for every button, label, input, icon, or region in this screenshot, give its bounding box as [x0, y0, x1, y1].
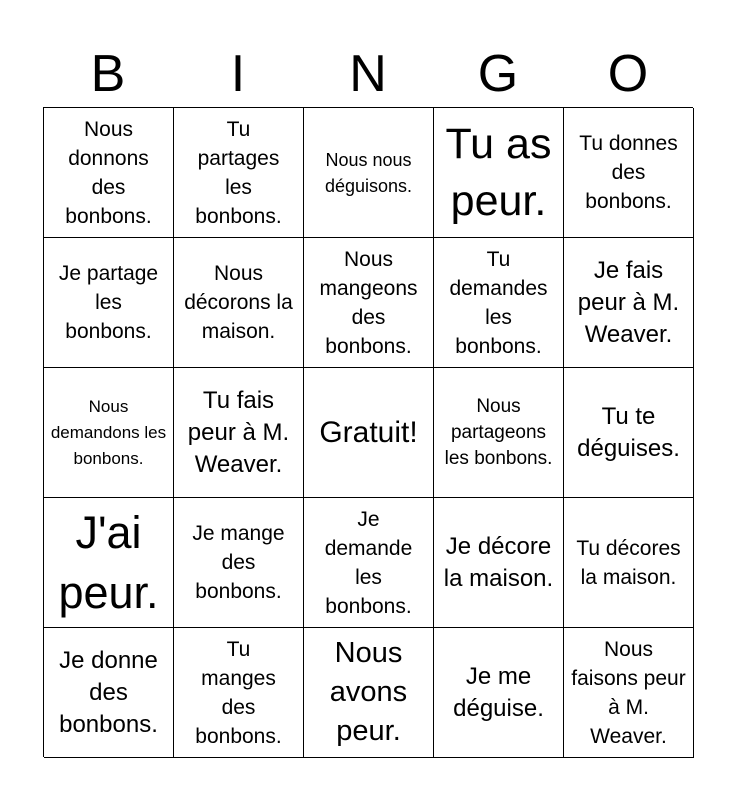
cell-text: Je fais peur à M. Weaver.	[577, 256, 680, 348]
cell-text: Nous partageons les bonbons.	[444, 395, 553, 469]
cell-text: Tu demandes les bonbons.	[449, 247, 548, 358]
bingo-cell-r5-c2[interactable]	[174, 628, 304, 758]
bingo-cell-r2-c2[interactable]	[174, 238, 304, 368]
bingo-cell-r2-c3[interactable]	[304, 238, 434, 368]
cell-text: J'ai peur.	[58, 506, 159, 618]
cell-text: Tu te déguises.	[577, 402, 680, 462]
bingo-cell-r2-c4[interactable]	[434, 238, 564, 368]
cell-text: Tu partages les bonbons.	[195, 117, 282, 228]
cell-text: Tu fais peur à M. Weaver.	[187, 386, 290, 478]
header-letter-i: I	[230, 45, 246, 103]
bingo-cell-r1-c3[interactable]	[304, 108, 434, 238]
bingo-cell-r1-c1[interactable]	[44, 108, 174, 238]
bingo-header	[43, 40, 693, 108]
cell-text: Nous faisons peur à M. Weaver.	[571, 637, 686, 748]
bingo-cell-r4-c5[interactable]	[564, 498, 694, 628]
cell-text: Nous nous déguisons.	[324, 149, 413, 196]
cell-text: Gratuit!	[319, 416, 418, 449]
cell-text: Nous demandons les bonbons.	[50, 396, 167, 468]
cell-text: Je donne des bonbons.	[59, 646, 158, 738]
cell-text: Nous donnons des bonbons.	[65, 117, 152, 228]
bingo-cell-r5-c1[interactable]	[44, 628, 174, 758]
bingo-cell-r3-c1[interactable]	[44, 368, 174, 498]
header-letter-g: G	[477, 45, 519, 103]
bingo-cell-r3-c4[interactable]	[434, 368, 564, 498]
bingo-cell-r4-c1[interactable]	[44, 498, 174, 628]
cell-text: Tu donnes des bonbons.	[579, 132, 678, 213]
bingo-cell-r1-c4[interactable]	[434, 108, 564, 238]
cell-text: Je demande les bonbons.	[324, 507, 413, 618]
cell-text: Je mange des bonbons.	[192, 522, 285, 603]
cell-text: Je décore la maison.	[443, 532, 554, 592]
bingo-cell-r5-c5[interactable]	[564, 628, 694, 758]
bingo-cell-r5-c4[interactable]	[434, 628, 564, 758]
cell-text: Nous mangeons des bonbons.	[319, 247, 418, 358]
cell-text: Tu manges des bonbons.	[195, 637, 282, 748]
header-letter-n: N	[349, 45, 387, 103]
cell-text: Nous décorons la maison.	[184, 262, 293, 343]
bingo-cell-r4-c2[interactable]	[174, 498, 304, 628]
cell-text: Tu décores la maison.	[576, 536, 681, 589]
bingo-cell-r5-c3[interactable]	[304, 628, 434, 758]
cell-text: Nous avons peur.	[329, 637, 408, 747]
bingo-cell-r3-c2[interactable]	[174, 368, 304, 498]
header-letter-o: O	[607, 45, 649, 103]
bingo-cell-r1-c5[interactable]	[564, 108, 694, 238]
cell-text: Tu as peur.	[445, 119, 552, 225]
header-letter-b: B	[90, 45, 126, 103]
bingo-cell-r4-c3[interactable]	[304, 498, 434, 628]
cell-text: Je partage les bonbons.	[58, 262, 159, 343]
cell-text: Je me déguise.	[453, 662, 544, 722]
bingo-cell-r2-c1[interactable]	[44, 238, 174, 368]
bingo-cell-r4-c4[interactable]	[434, 498, 564, 628]
bingo-cell-r2-c5[interactable]	[564, 238, 694, 368]
bingo-cell-r3-c3[interactable]	[304, 368, 434, 498]
bingo-board	[43, 107, 693, 757]
bingo-cell-r3-c5[interactable]	[564, 368, 694, 498]
bingo-cell-r1-c2[interactable]	[174, 108, 304, 238]
